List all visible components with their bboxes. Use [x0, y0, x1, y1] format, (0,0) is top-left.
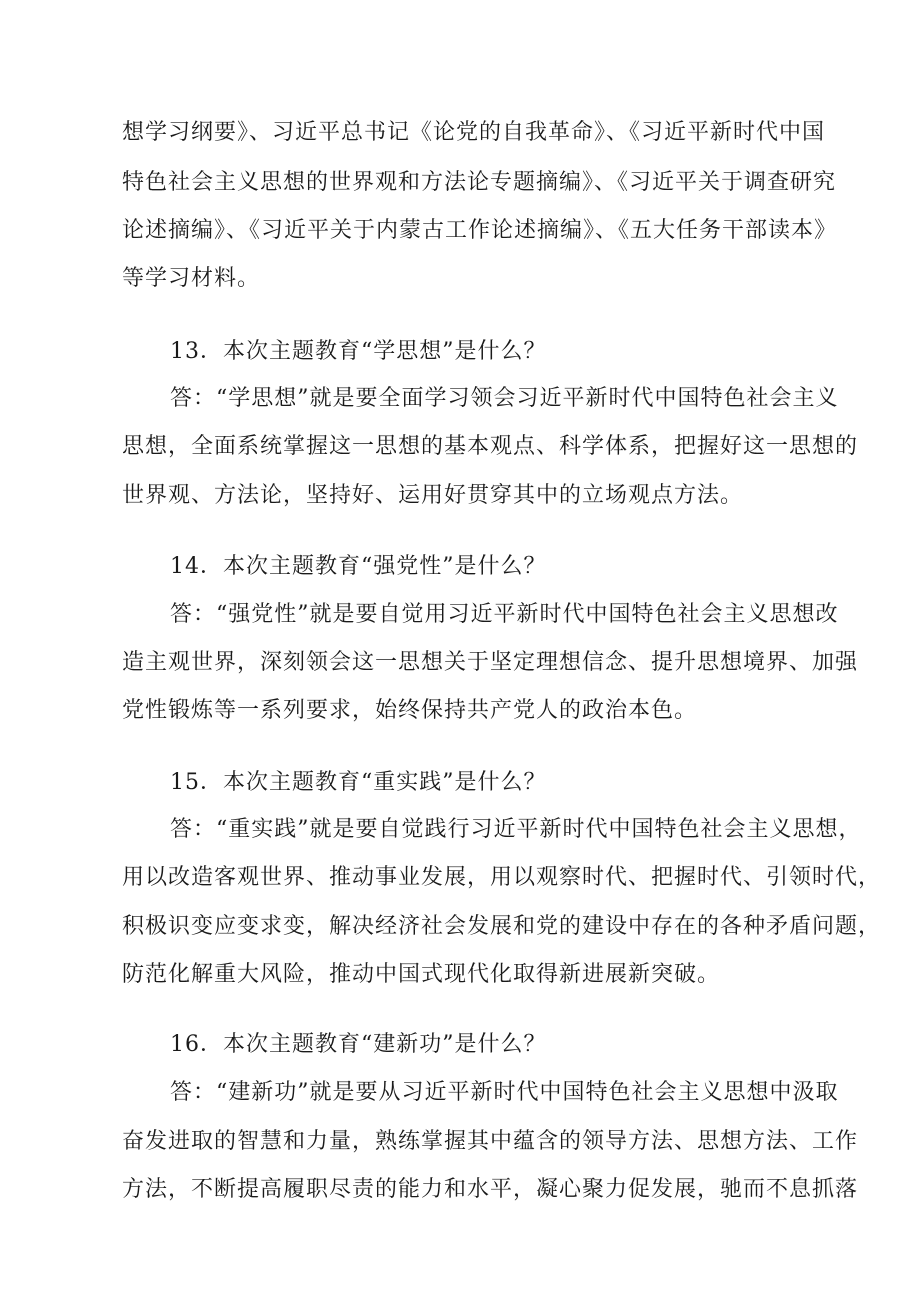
question-13: 13．本次主题教育“学思想”是什么？: [170, 339, 547, 364]
answer-14-line: 党性锻炼等一系列要求，始终保持共产党人的政治本色。: [122, 698, 698, 723]
question-16: 16．本次主题教育“建新功”是什么？: [170, 1032, 547, 1057]
answer-13-line: 思想，全面系统掌握这一思想的基本观点、科学体系，把握好这一思想的: [122, 434, 859, 459]
answer-13-line: 答：“学思想”就是要全面学习领会习近平新时代中国特色社会主义: [170, 386, 839, 411]
answer-15-line: 答：“重实践”就是要自觉践行习近平新时代中国特色社会主义思想，: [170, 817, 862, 842]
answer-14-line: 造主观世界，深刻领会这一思想关于坚定理想信念、提升思想境界、加强: [122, 650, 859, 675]
intro-line: 论述摘编》、《习近平关于内蒙古工作论述摘编》、《五大任务干部读本》: [122, 218, 838, 243]
answer-16-line: 答：“建新功”就是要从习近平新时代中国特色社会主义思想中汲取: [170, 1080, 839, 1105]
answer-16-line: 方法，不断提高履职尽责的能力和水平，凝心聚力促发展，驰而不息抓落: [122, 1177, 859, 1202]
answer-16-line: 奋发进取的智慧和力量，熟练掌握其中蕴含的领导方法、思想方法、工作: [122, 1129, 859, 1154]
intro-line: 想学习纲要》、习近平总书记《论党的自我革命》、《习近平新时代中国: [122, 120, 826, 145]
answer-14-line: 答：“强党性”就是要自觉用习近平新时代中国特色社会主义思想改: [170, 602, 839, 627]
answer-15-line: 用以改造客观世界、推动事业发展，用以观察时代、把握时代、引领时代，: [122, 865, 882, 890]
intro-line: 等学习材料。: [122, 266, 261, 291]
question-14: 14．本次主题教育“强党性”是什么？: [170, 554, 547, 579]
answer-13-line: 世界观、方法论，坚持好、运用好贯穿其中的立场观点方法。: [122, 483, 744, 508]
question-15: 15．本次主题教育“重实践”是什么？: [170, 770, 547, 795]
intro-line: 特色社会主义思想的世界观和方法论专题摘编》、《习近平关于调查研究: [122, 170, 837, 195]
answer-15-line: 防范化解重大风险，推动中国式现代化取得新进展新突破。: [122, 962, 721, 987]
answer-15-line: 积极识变应变求变，解决经济社会发展和党的建设中存在的各种矛盾问题，: [122, 914, 882, 939]
